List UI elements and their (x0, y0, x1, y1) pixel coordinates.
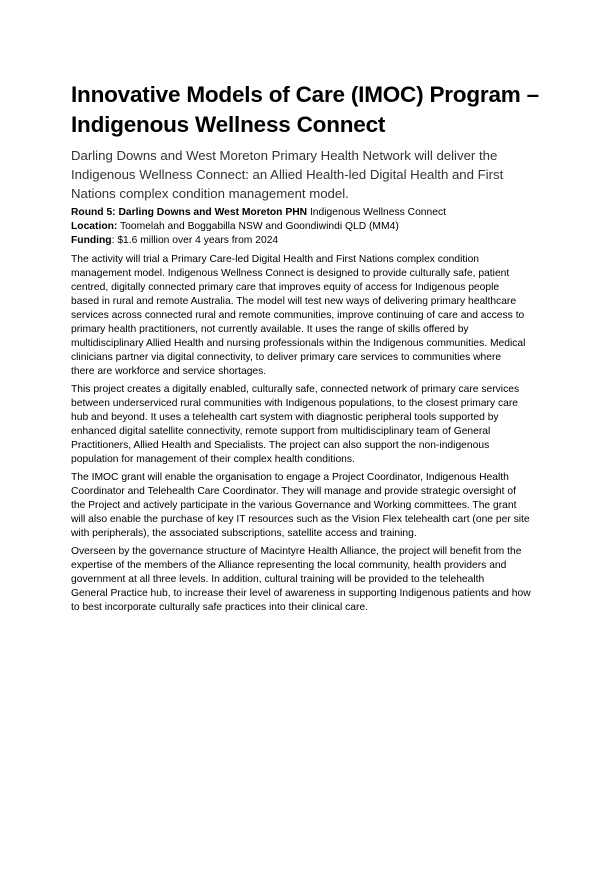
funding-line (71, 234, 549, 248)
paragraph-line: multidisciplinary Allied Health and nursing professionals within the Indigenous communities. Medical (71, 338, 526, 349)
paragraph-line: Practitioners, Allied Health and Specialists. The project can also support the non-indigenous (71, 440, 490, 451)
paragraph-line: expertise of the members of the Alliance representing the local community, health providers and (71, 560, 507, 571)
page-subtitle (71, 146, 549, 203)
subtitle-line: Indigenous Wellness Connect: an Allied Health-led Digital Health and First (71, 167, 504, 182)
paragraph-line: hub and beyond. It uses a telehealth cart system with diagnostic peripheral tools supported by (71, 412, 499, 423)
round-value: Indigenous Wellness Connect (307, 207, 446, 218)
paragraph-line: government at all three levels. In addition, cultural training will be provided to the telehealth (71, 574, 485, 585)
location-label: Location: (71, 221, 118, 232)
title-line: Innovative Models of Care (IMOC) Program – (71, 82, 539, 107)
document-page (71, 80, 549, 615)
body-paragraph (71, 383, 549, 467)
paragraph-line: centred, digitally connected primary care that improves equity of access for Indigenous people (71, 282, 500, 293)
paragraph-line: clinicians partner via digital connectivity, to deliver primary care services to communities where (71, 352, 502, 363)
body-paragraph (71, 253, 549, 379)
body-paragraph (71, 471, 549, 541)
title-line: Indigenous Wellness Connect (71, 112, 386, 137)
subtitle-line: Darling Downs and West Moreton Primary Health Network will deliver the (71, 148, 498, 163)
funding-label: Funding (71, 235, 112, 246)
round-label: Round 5: Darling Downs and West Moreton PHN (71, 207, 308, 218)
paragraph-line: primary health practitioners, not currently available. It uses the range of skills offered by (71, 324, 469, 335)
round-line (71, 206, 549, 220)
paragraph-line: between underserviced rural communities with Indigenous populations, to the closest primary care (71, 398, 518, 409)
subtitle-line: Nations complex condition management model. (71, 186, 349, 201)
paragraph-line: with peripherals), the associated subscriptions, satellite access and training. (71, 528, 417, 539)
paragraph-line: The activity will trial a Primary Care-led Digital Health and First Nations complex condition (71, 254, 480, 265)
project-details (71, 206, 549, 248)
paragraph-line: population for management of their complex health conditions. (71, 454, 355, 465)
paragraph-line: General Practice hub, to increase their level of awareness in supporting Indigenous patients and how (71, 588, 531, 599)
paragraph-line: services across connected rural and remote communities, improve continuing of care and access to (71, 310, 525, 321)
paragraph-line: management model. Indigenous Wellness Connect is designed to provide culturally safe, patient (71, 268, 510, 279)
page-title (71, 80, 549, 140)
location-line (71, 220, 549, 234)
paragraph-line: the Project and actively participate in the various Governance and Working committees. The grant (71, 500, 517, 511)
paragraph-line: Coordinator and Telehealth Care Coordinator. They will manage and provide strategic oversight of (71, 486, 516, 497)
paragraph-line: will also enable the purchase of key IT resources such as the Vision Flex telehealth cart (one per site (71, 514, 530, 525)
paragraph-line: to best incorporate culturally safe practices into their clinical care. (71, 602, 369, 613)
paragraph-line: enhanced digital satellite connectivity, remote support from multidisciplinary team of General (71, 426, 491, 437)
paragraph-line: based in rural and remote Australia. The model will test new ways of delivering primary healthcare (71, 296, 517, 307)
paragraph-line: there are workforce and service shortages. (71, 366, 267, 377)
paragraph-line: Overseen by the governance structure of Macintyre Health Alliance, the project will benefit from the (71, 546, 522, 557)
paragraph-line: This project creates a digitally enabled, culturally safe, connected network of primary care services (71, 384, 520, 395)
paragraph-line: The IMOC grant will enable the organisation to engage a Project Coordinator, Indigenous Health (71, 472, 509, 483)
funding-value: : $1.6 million over 4 years from 2024 (111, 235, 279, 246)
location-value: Toomelah and Boggabilla NSW and Goondiwindi QLD (MM4) (117, 221, 399, 232)
body-paragraph (71, 545, 549, 615)
